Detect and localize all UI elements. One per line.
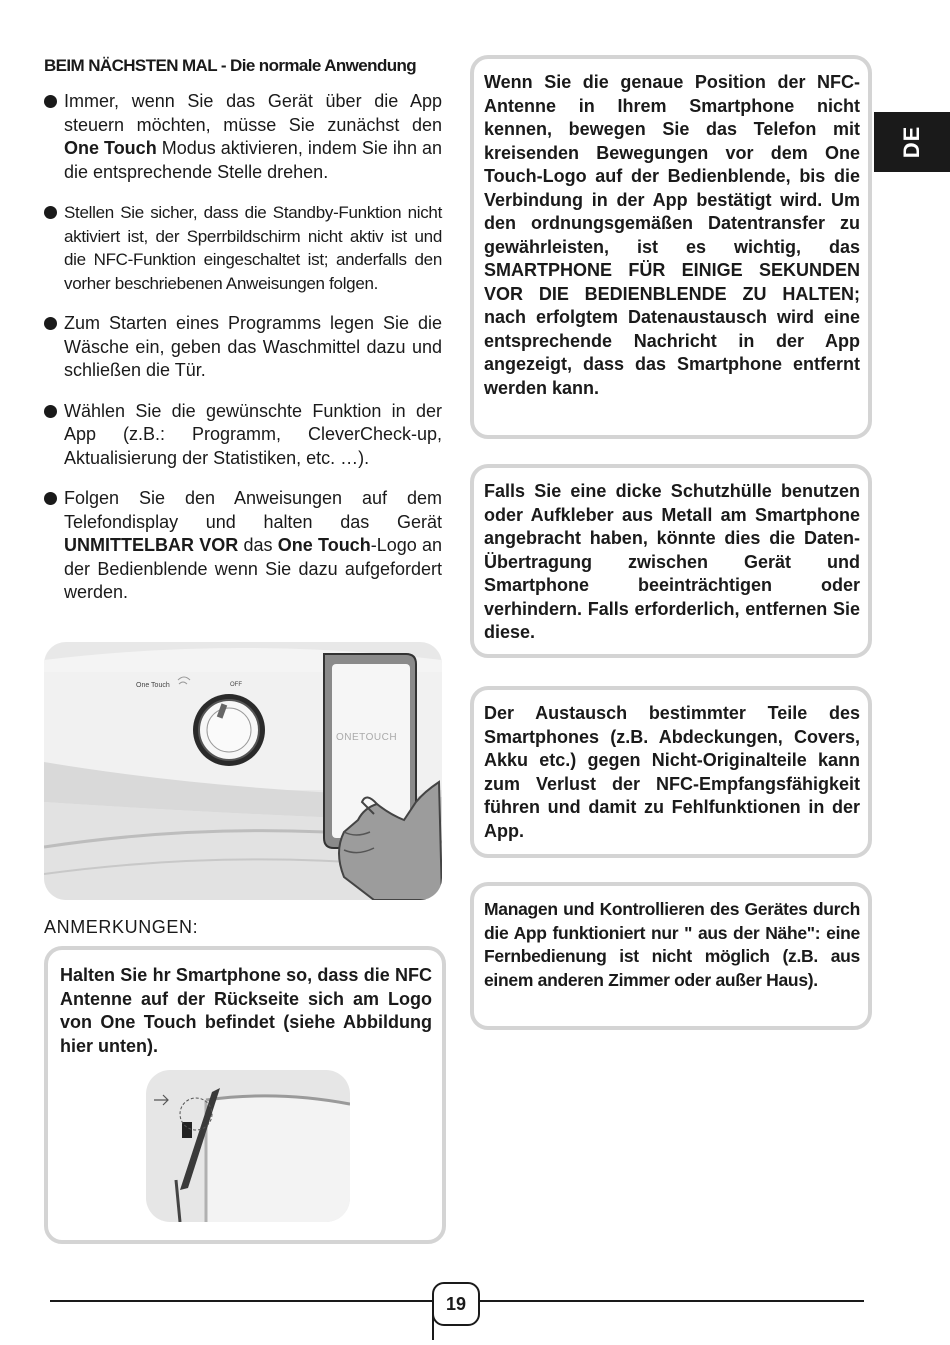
antenna-position-drawing (146, 1070, 350, 1222)
info-box (470, 882, 872, 1030)
section-heading: BEIM NÄCHSTEN MAL - Die normale Anwendung (44, 56, 417, 75)
one-touch-illustration (44, 642, 442, 900)
info-box-text: Der Austausch bestimmter Teile des Smartphones (z.B. Abdeckungen, Covers, Akku etc.) gegen Nicht-Originalteile kann zum Verlust der NFC-Empfangsfähigkeit führen und damit zu Fehlfunktionen in der App. (484, 703, 860, 841)
antenna-detail-illustration (146, 1070, 350, 1222)
list-item: Stellen Sie sicher, dass die Standby-Funktion nicht aktiviert ist, der Sperrbildschirm nicht aktiv ist und die NFC-Funktion eingeschaltet ist; anderfalls den vorher beschriebenen Anweisungen folgen. (44, 201, 442, 295)
info-box (470, 55, 872, 439)
info-box (470, 464, 872, 658)
language-tab (874, 112, 950, 172)
bullet-icon (44, 206, 57, 219)
phone-logo-text: ONETOUCH (336, 732, 398, 743)
bullet-icon (44, 492, 57, 505)
info-box-text: Falls Sie eine dicke Schutzhülle benutzen oder Aufkleber aus Metall am Smartphone angebracht haben, könnte dies die Daten-Übertragung zwischen Gerät und Smartphone beeinträchtigen oder verhindern. Falls erforderlich, entfernen Sie diese. (484, 481, 860, 642)
one-touch-label: One Touch (136, 682, 170, 689)
notes-text: Halten Sie hr Smartphone so, dass die NFC Antenne auf der Rückseite sich am Logo von One Touch befindet (siehe Abbildung hier unten). (60, 965, 432, 1056)
list-item: Folgen Sie den Anweisungen auf dem Telefondisplay und halten das Gerät UNMITTELBAR VOR das One Touch-Logo an der Bedienblende wenn Sie dazu aufgefordert werden. (44, 487, 442, 605)
off-label: OFF (230, 682, 242, 688)
list-item: Immer, wenn Sie das Gerät über die App steuern möchten, müsse Sie zunächst den One Touch Modus aktivieren, indem Sie ihn an die entsprechende Stelle drehen. (44, 90, 442, 184)
bullet-icon (44, 405, 57, 418)
instruction-list (44, 90, 442, 622)
info-box-text: Managen und Kontrollieren des Gerätes durch die App funktioniert nur " aus der Nähe": eine Fernbedienung ist nicht möglich (z.B. aus einem anderen Zimmer oder außer Haus). (484, 899, 860, 990)
footer-rule-left (50, 1300, 432, 1302)
list-item: Zum Starten eines Programms legen Sie die Wäsche ein, geben das Waschmittel dazu und schließen die Tür. (44, 312, 442, 383)
notes-heading: ANMERKUNGEN: (44, 917, 199, 937)
page-number: 19 (432, 1282, 480, 1326)
language-tab-label: DE (899, 125, 924, 159)
list-item: Wählen Sie die gewünschte Funktion in der App (z.B.: Programm, CleverCheck-up, Aktualisierung der Statistiken, etc. …). (44, 400, 442, 471)
info-box-text: Wenn Sie die genaue Position der NFC-Antenne in Ihrem Smartphone nicht kennen, bewegen Sie das Telefon mit kreisenden Bewegungen vor dem One Touch-Logo auf der Bedienblende, bis die Verbindung in der App bestätigt wird. Um den ordnungsgemäßen Datentransfer zu gewährleisten, ist es wichtig, das SMARTPHONE FÜR EINIGE SEKUNDEN VOR DIE BEDIENBLENDE ZU HALTEN; nach erfolgtem Datenaustausch wird eine entsprechende Nachricht in der App angezeigt, dass das Smartphone entfernt werden kann. (484, 72, 860, 398)
bullet-icon (44, 317, 57, 330)
notes-box (44, 946, 446, 1244)
phone-on-panel-drawing (44, 642, 442, 900)
footer-rule-right (480, 1300, 864, 1302)
info-box (470, 686, 872, 858)
bullet-icon (44, 95, 57, 108)
